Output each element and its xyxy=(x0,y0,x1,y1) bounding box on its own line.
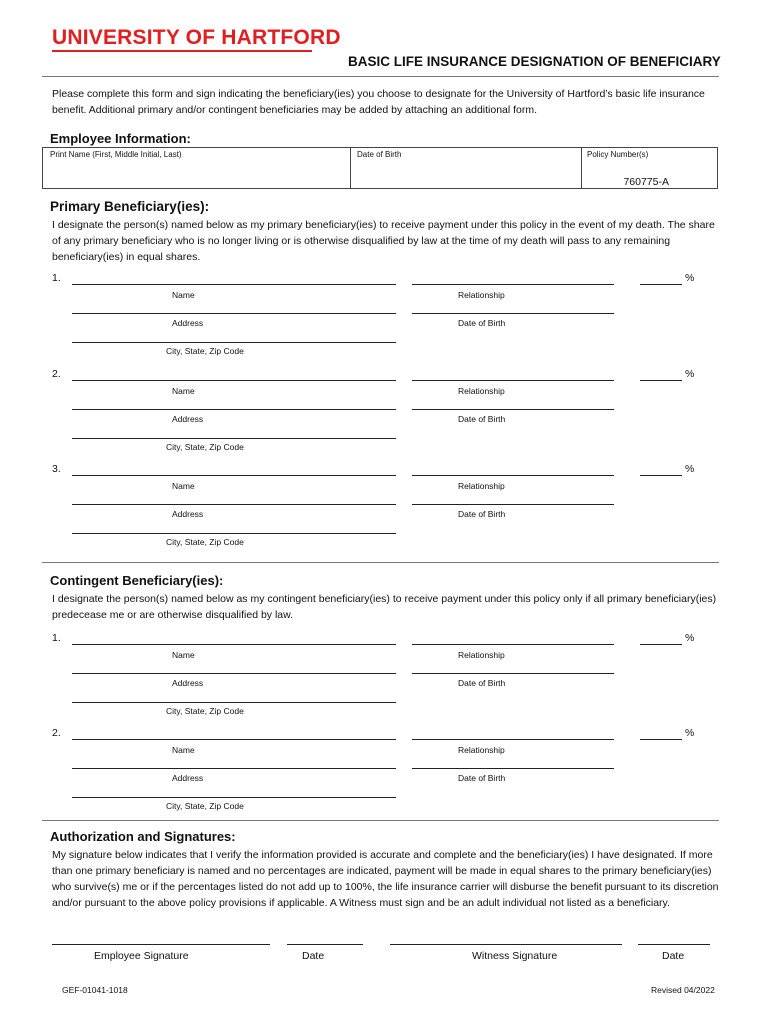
dob-line[interactable] xyxy=(412,409,614,410)
form-title: BASIC LIFE INSURANCE DESIGNATION OF BENEFICIARY xyxy=(348,54,721,69)
beneficiary-entry xyxy=(0,727,770,822)
field-divider xyxy=(350,148,351,188)
relationship-caption: Relationship xyxy=(458,745,505,755)
employee-signature-caption: Employee Signature xyxy=(94,950,189,962)
relationship-caption: Relationship xyxy=(458,481,505,491)
address-caption: Address xyxy=(172,509,204,519)
city-caption: City, State, Zip Code xyxy=(166,801,244,811)
employee-info-heading: Employee Information: xyxy=(50,131,191,146)
name-caption: Name xyxy=(172,650,195,660)
city-caption: City, State, Zip Code xyxy=(166,537,244,547)
employee-signature-line[interactable] xyxy=(52,944,270,945)
percentage-line[interactable] xyxy=(640,644,682,645)
name-line[interactable] xyxy=(72,644,396,645)
percent-sign: % xyxy=(685,632,695,644)
percentage-line[interactable] xyxy=(640,475,682,476)
section-divider xyxy=(42,820,719,821)
entry-number: 1. xyxy=(52,632,61,644)
dob-line[interactable] xyxy=(412,313,614,314)
address-caption: Address xyxy=(172,318,204,328)
contingent-beneficiary-heading: Contingent Beneficiary(ies): xyxy=(50,573,224,588)
dob-line[interactable] xyxy=(412,504,614,505)
logo-underline xyxy=(52,50,312,52)
employee-date-caption: Date xyxy=(302,950,325,962)
dob-caption: Date of Birth xyxy=(458,678,506,688)
name-line[interactable] xyxy=(72,380,396,381)
address-caption: Address xyxy=(172,773,204,783)
authorization-text: My signature below indicates that I verify the information provided is accurate and complete and the beneficiary(ies) I have designated. If more than one primary beneficiary is named and no percentages are indicated, payment will be made in equal shares to the primary beneficiary(ies) who survive(s) me or if the percentages listed do not add up to 100%, the life insurance carrier will disburse the benefit pursuant to its discretion and/or pursuant to the above policy provisions if applicable. A Witness must sign and be an adult individual not listed as a beneficiary. xyxy=(52,849,719,909)
primary-beneficiary-heading: Primary Beneficiary(ies): xyxy=(50,199,210,214)
name-line[interactable] xyxy=(72,739,396,740)
name-line[interactable] xyxy=(72,475,396,476)
form-code: GEF-01041-1018 xyxy=(62,985,128,995)
employee-info-box xyxy=(42,147,718,189)
address-caption: Address xyxy=(172,678,204,688)
address-line[interactable] xyxy=(72,409,396,410)
address-line[interactable] xyxy=(72,504,396,505)
beneficiary-entry xyxy=(0,368,770,463)
university-logo: UNIVERSITY OF HARTFORD xyxy=(52,26,341,49)
percent-sign: % xyxy=(685,368,695,380)
name-caption: Name xyxy=(172,290,195,300)
percent-sign: % xyxy=(685,272,695,284)
relationship-caption: Relationship xyxy=(458,290,505,300)
primary-beneficiary-list xyxy=(0,272,770,557)
address-line[interactable] xyxy=(72,768,396,769)
beneficiary-entry xyxy=(0,272,770,367)
dob-caption: Date of Birth xyxy=(458,318,506,328)
primary-beneficiary-text: I designate the person(s) named below as my primary beneficiary(ies) to receive payment under this policy in the event of my death. The share of any primary beneficiary who is no longer living or is otherwise disqualified by law at the time of my death will pass to any remaining beneficiary(ies) in equal shares. xyxy=(52,219,715,263)
relationship-caption: Relationship xyxy=(458,386,505,396)
city-caption: City, State, Zip Code xyxy=(166,442,244,452)
relationship-line[interactable] xyxy=(412,644,614,645)
city-line[interactable] xyxy=(72,702,396,703)
witness-signature-caption: Witness Signature xyxy=(472,950,558,962)
employee-date-line[interactable] xyxy=(287,944,363,945)
authorization-heading: Authorization and Signatures: xyxy=(50,829,236,844)
contingent-beneficiary-text: I designate the person(s) named below as my contingent beneficiary(ies) to receive payment under this policy only if all primary beneficiary(ies) predecease me or are otherwise disqualified by law. xyxy=(52,593,717,621)
percentage-line[interactable] xyxy=(640,284,682,285)
contingent-beneficiary-list xyxy=(0,632,770,822)
name-caption: Name xyxy=(172,745,195,755)
dob-field-label: Date of Birth xyxy=(357,150,402,159)
city-line[interactable] xyxy=(72,533,396,534)
city-caption: City, State, Zip Code xyxy=(166,706,244,716)
witness-signature-line[interactable] xyxy=(390,944,622,945)
name-field-label: Print Name (First, Middle Initial, Last) xyxy=(50,150,182,159)
relationship-line[interactable] xyxy=(412,380,614,381)
city-caption: City, State, Zip Code xyxy=(166,346,244,356)
revision-date: Revised 04/2022 xyxy=(651,985,715,995)
percent-sign: % xyxy=(685,727,695,739)
dob-caption: Date of Birth xyxy=(458,773,506,783)
policy-number-value: 760775-A xyxy=(623,176,669,188)
city-line[interactable] xyxy=(72,797,396,798)
name-caption: Name xyxy=(172,481,195,491)
entry-number: 1. xyxy=(52,272,61,284)
dob-caption: Date of Birth xyxy=(458,414,506,424)
address-caption: Address xyxy=(172,414,204,424)
percentage-line[interactable] xyxy=(640,739,682,740)
header-divider xyxy=(42,76,719,77)
dob-caption: Date of Birth xyxy=(458,509,506,519)
relationship-line[interactable] xyxy=(412,739,614,740)
intro-text: Please complete this form and sign indicating the beneficiary(ies) you choose to designate for the University of Hartford’s basic life insurance benefit. Additional primary and/or contingent beneficiaries may be added by attaching an additional form. xyxy=(52,88,705,116)
witness-date-caption: Date xyxy=(662,950,685,962)
relationship-caption: Relationship xyxy=(458,650,505,660)
beneficiary-entry xyxy=(0,632,770,727)
address-line[interactable] xyxy=(72,313,396,314)
percent-sign: % xyxy=(685,463,695,475)
entry-number: 2. xyxy=(52,368,61,380)
city-line[interactable] xyxy=(72,438,396,439)
beneficiary-entry xyxy=(0,463,770,558)
dob-line[interactable] xyxy=(412,768,614,769)
witness-date-line[interactable] xyxy=(638,944,710,945)
city-line[interactable] xyxy=(72,342,396,343)
policy-field-label: Policy Number(s) xyxy=(587,150,649,159)
percentage-line[interactable] xyxy=(640,380,682,381)
relationship-line[interactable] xyxy=(412,284,614,285)
entry-number: 3. xyxy=(52,463,61,475)
name-line[interactable] xyxy=(72,284,396,285)
field-divider xyxy=(581,148,582,188)
dob-line[interactable] xyxy=(412,673,614,674)
section-divider xyxy=(42,562,719,563)
entry-number: 2. xyxy=(52,727,61,739)
relationship-line[interactable] xyxy=(412,475,614,476)
address-line[interactable] xyxy=(72,673,396,674)
name-caption: Name xyxy=(172,386,195,396)
